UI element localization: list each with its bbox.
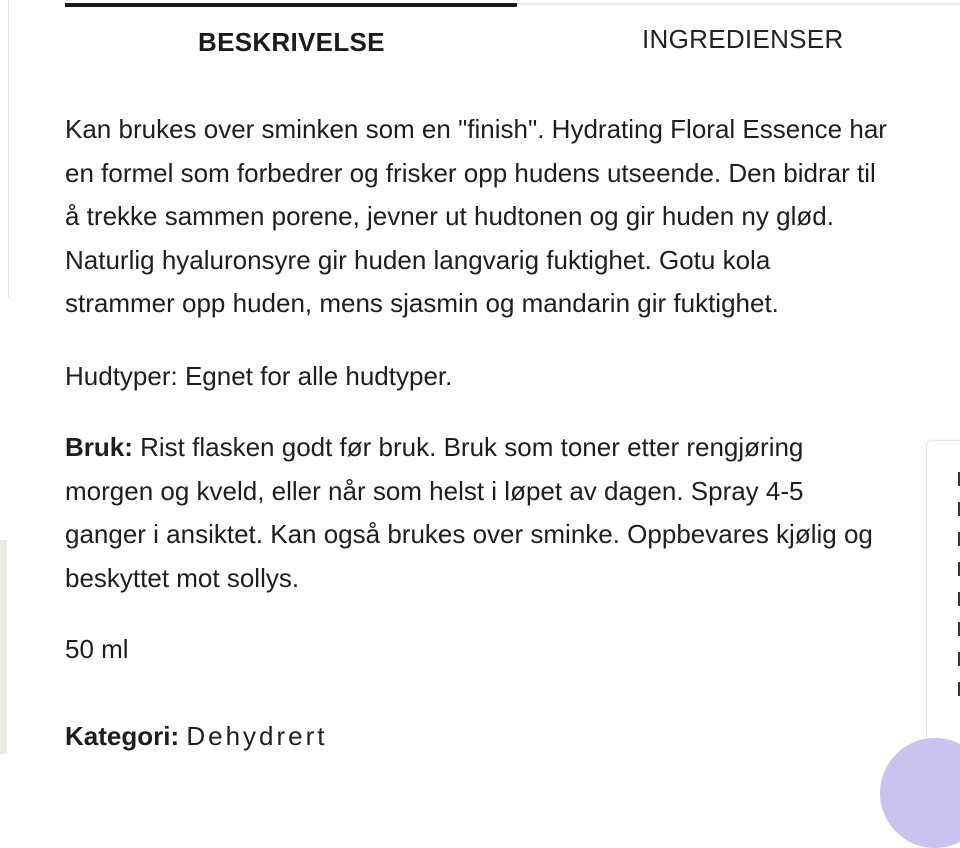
description-line: å trekke sammen porene, jevner ut hudtonen og gir huden ny glød. [65,201,834,231]
description-line: en formel som forbedrer og frisker opp hudens utseende. Den bidrar til [65,157,876,188]
product-info-tabs [65,0,960,82]
skin-types-text: Hudtyper: Egnet for alle hudtyper. [65,360,453,391]
usage-line: Rist flasken godt før bruk. Bruk som toner etter rengjøring [132,432,804,462]
left-side-panel-edge [0,0,9,298]
left-image-edge [0,540,7,754]
description-line: strammer opp huden, mens sjasmin og mandarin gir fuktighet. [65,288,779,318]
usage-line: beskyttet mot sollys. [65,562,300,593]
description-line: Naturlig hyaluronsyre gir huden langvarig fuktighet. Gotu kola [65,244,771,275]
tab-description[interactable]: BESKRIVELSE [198,27,385,57]
active-tab-indicator [65,3,517,7]
volume-text: 50 ml [65,634,129,664]
category-label: Kategori: [65,720,180,751]
description-text [65,108,960,326]
usage-line: morgen og kveld, eller når som helst i løpet av dagen. Spray 4-5 [65,475,804,506]
usage-line: ganger i ansiktet. Kan også brukes over sminke. Oppbevares kjølig og [65,519,873,549]
tab-content-description [65,108,960,758]
usage-label: Bruk: [65,432,133,462]
category-value[interactable]: Dehydrert [186,720,328,751]
usage-text [65,426,960,600]
tab-ingredients[interactable]: INGREDIENSER [642,24,844,54]
description-line: Kan brukes over sminken som en "finish". Hydrating Floral Essence har [65,114,887,144]
right-side-panel-edge [926,440,960,755]
category-text [65,715,960,759]
